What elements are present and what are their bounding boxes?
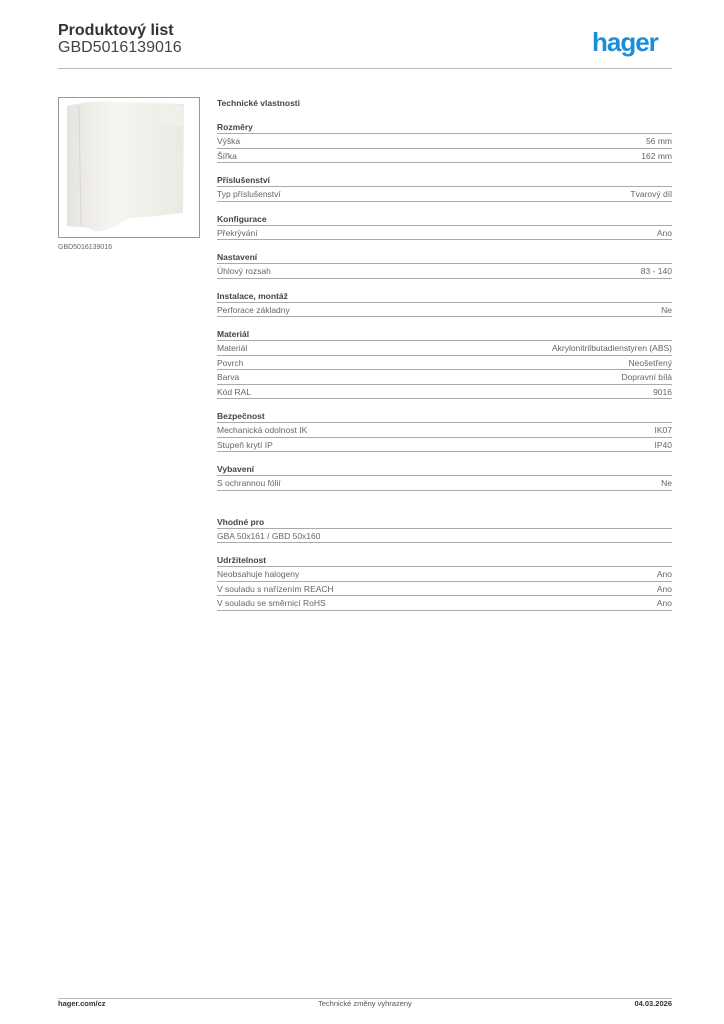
product-image xyxy=(58,97,200,238)
section-title: Vybavení xyxy=(217,462,672,476)
technical-properties xyxy=(217,96,672,611)
footer xyxy=(58,998,672,1008)
property-label: Perforace základny xyxy=(217,304,290,315)
section-title: Rozměry xyxy=(217,120,672,134)
property-value: Neošetřený xyxy=(628,357,672,368)
property-row xyxy=(217,303,672,318)
section-title: Příslušenství xyxy=(217,173,672,187)
property-section xyxy=(217,173,672,202)
property-row xyxy=(217,385,672,400)
property-value: Tvarový díl xyxy=(630,189,672,199)
property-row xyxy=(217,582,672,597)
property-row xyxy=(217,226,672,241)
section-title: Instalace, montáž xyxy=(217,289,672,303)
section-title: Nastavení xyxy=(217,250,672,264)
property-label: Úhlový rozsah xyxy=(217,266,271,276)
footer-notice: Technické změny vyhrazeny xyxy=(318,999,412,1008)
property-row xyxy=(217,134,672,149)
property-value: Ne xyxy=(661,478,672,488)
property-section xyxy=(217,250,672,279)
property-value: IK07 xyxy=(654,425,672,435)
property-value: 56 mm xyxy=(646,136,672,146)
page-title: Produktový list xyxy=(58,22,174,39)
property-label: S ochrannou fólií xyxy=(217,478,281,488)
property-section xyxy=(217,553,672,611)
property-value: IP40 xyxy=(654,439,672,450)
property-label: Typ příslušenství xyxy=(217,189,281,199)
property-value: 83 - 140 xyxy=(640,266,672,276)
property-label: Materiál xyxy=(217,343,248,353)
section-title: Vhodné pro xyxy=(217,515,672,529)
property-label: Povrch xyxy=(217,357,244,368)
property-row xyxy=(217,356,672,371)
section-title: Bezpečnost xyxy=(217,409,672,423)
footer-website[interactable]: hager.com/cz xyxy=(58,999,106,1008)
section-title: Konfigurace xyxy=(217,212,672,226)
property-row xyxy=(217,149,672,164)
property-label: Kód RAL xyxy=(217,386,252,397)
section-title: Materiál xyxy=(217,327,672,341)
property-section xyxy=(217,327,672,399)
property-section xyxy=(217,212,672,241)
property-value: 162 mm xyxy=(641,150,672,161)
hager-logo: hager xyxy=(592,27,658,57)
header-divider xyxy=(58,68,672,69)
product-code: GBD5016139016 xyxy=(58,39,182,56)
property-row xyxy=(217,341,672,356)
property-value: Ano xyxy=(656,598,672,608)
property-row xyxy=(217,529,672,544)
property-label: Stupeň krytí IP xyxy=(217,439,273,450)
property-row xyxy=(217,476,672,491)
property-row xyxy=(217,438,672,453)
property-row xyxy=(217,596,672,611)
property-row xyxy=(217,567,672,582)
property-label: Výška xyxy=(217,136,241,146)
property-label: Neobsahuje halogeny xyxy=(217,569,300,579)
property-value: Ne xyxy=(661,304,672,315)
property-label: Mechanická odolnost IK xyxy=(217,425,308,435)
property-value: Dopravní bílá xyxy=(621,372,672,382)
property-section xyxy=(217,289,672,318)
property-row xyxy=(217,370,672,385)
property-label: Šířka xyxy=(217,150,237,161)
properties-heading: Technické vlastnosti xyxy=(217,98,300,108)
section-title: Udržitelnost xyxy=(217,553,672,567)
property-section xyxy=(217,409,672,452)
property-value: Ano xyxy=(656,583,672,594)
image-caption: GBD5016139016 xyxy=(58,244,113,251)
property-label: V souladu se směrnicí RoHS xyxy=(217,598,326,608)
property-label: Barva xyxy=(217,372,240,382)
property-value: Akrylonitrilbutadienstyren (ABS) xyxy=(552,343,672,353)
property-label: GBA 50x161 / GBD 50x160 xyxy=(217,530,321,541)
property-label: Překrývání xyxy=(217,227,258,238)
footer-date: 04.03.2026 xyxy=(634,999,672,1008)
property-label: V souladu s nařízením REACH xyxy=(217,583,334,594)
property-section xyxy=(217,515,672,544)
property-section xyxy=(217,120,672,163)
property-row xyxy=(217,264,672,279)
property-row xyxy=(217,423,672,438)
property-section xyxy=(217,462,672,491)
property-row xyxy=(217,187,672,202)
property-value: 9016 xyxy=(653,386,672,397)
property-value: Ano xyxy=(656,569,672,579)
property-value: Ano xyxy=(656,227,672,238)
